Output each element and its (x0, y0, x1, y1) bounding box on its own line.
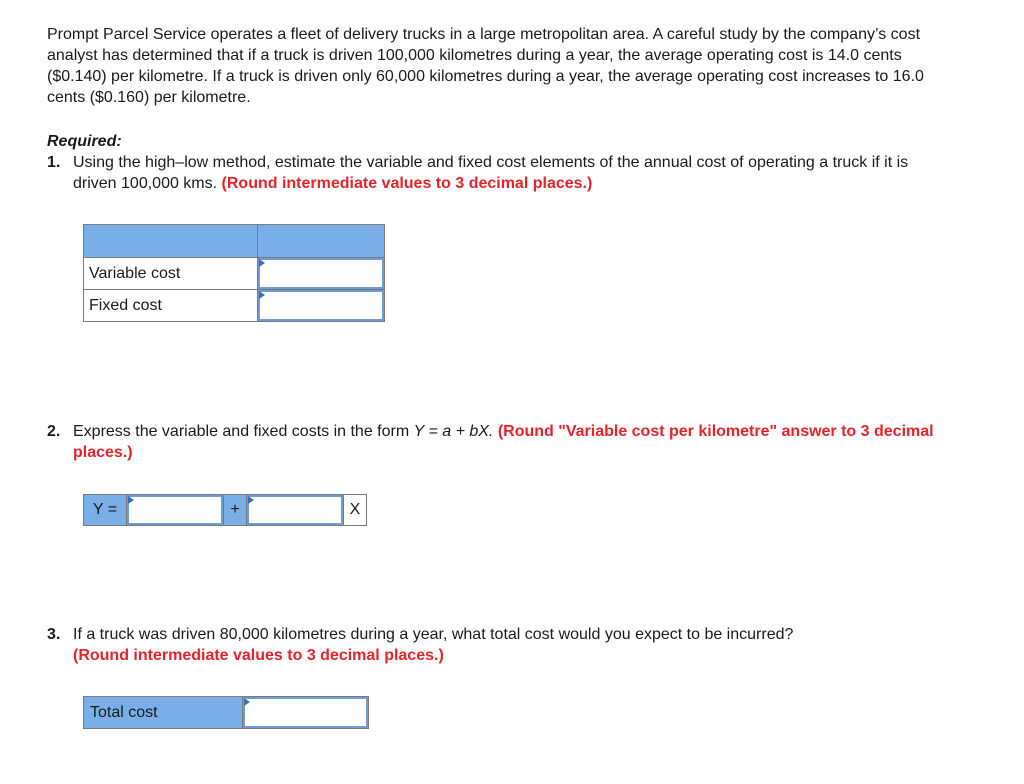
question-2 (47, 421, 947, 463)
answer-flag-icon (248, 496, 254, 504)
table-row-variable-cost (84, 258, 385, 290)
total-cost-cell (243, 696, 369, 729)
total-cost-label: Total cost (83, 696, 243, 729)
answer-flag-icon (128, 496, 134, 504)
cost-equation-row (83, 494, 367, 526)
question-2-text-wrap (73, 421, 947, 463)
variable-cost-cell (258, 258, 385, 290)
question-2-note: (Round "Variable cost per kilometre" answer to 3 decimal places.) (73, 423, 934, 461)
question-3-note: (Round intermediate values to 3 decimal places.) (73, 647, 444, 664)
question-1-note: (Round intermediate values to 3 decimal places.) (221, 175, 593, 192)
variable-cost-input[interactable] (258, 258, 384, 289)
required-heading: Required: (47, 133, 122, 150)
fixed-term-cell (127, 494, 223, 526)
question-1-text-wrap (73, 152, 947, 194)
total-cost-input[interactable] (243, 697, 368, 728)
variable-cost-label: Variable cost (84, 258, 258, 290)
table-row-fixed-cost (84, 290, 385, 322)
fixed-cost-cell (258, 290, 385, 322)
question-1-number: 1. (47, 154, 61, 171)
table-header-cell-value (258, 225, 385, 258)
variable-rate-cell (247, 494, 343, 526)
answer-flag-icon (259, 291, 265, 299)
question-3-number: 3. (47, 626, 61, 643)
question-1 (47, 152, 947, 194)
answer-flag-icon (259, 259, 265, 267)
fixed-term-input[interactable] (127, 495, 223, 525)
equation-plus-sign: + (223, 494, 247, 526)
table-header-cell-label (84, 225, 258, 258)
cost-elements-table (83, 224, 385, 322)
variable-rate-input[interactable] (247, 495, 343, 525)
answer-flag-icon (244, 698, 250, 706)
equation-y-label: Y = (83, 494, 127, 526)
question-1-text: Using the high–low method, estimate the variable and fixed cost elements of the annual cost of operating a truck if it is driven 100,000 kms. (73, 154, 909, 192)
fixed-cost-input[interactable] (258, 290, 384, 321)
fixed-cost-label: Fixed cost (84, 290, 258, 322)
question-2-text: Express the variable and fixed costs in the form (73, 423, 414, 440)
question-2-number: 2. (47, 423, 61, 440)
question-3-text-wrap (73, 624, 947, 666)
question-2-formula: Y = a + bX. (413, 423, 494, 440)
question-3-text: If a truck was driven 80,000 kilometres during a year, what total cost would you expect to be incurred? (73, 626, 794, 643)
equation-x-label: X (343, 494, 367, 526)
question-3 (47, 624, 947, 666)
table-header-row (84, 225, 385, 258)
total-cost-row (83, 696, 369, 729)
problem-intro: Prompt Parcel Service operates a fleet of delivery trucks in a large metropolitan area. A careful study by the company’s cost analyst has determined that if a truck is driven 100,000 kilometres during a year, the average operating cost is 14.0 cents ($0.140) per kilometre. If a truck is driven only 60,000 kilometres during a year, the average operating cost increases to 16.0 cents ($0.160) per kilometre. (47, 26, 924, 106)
